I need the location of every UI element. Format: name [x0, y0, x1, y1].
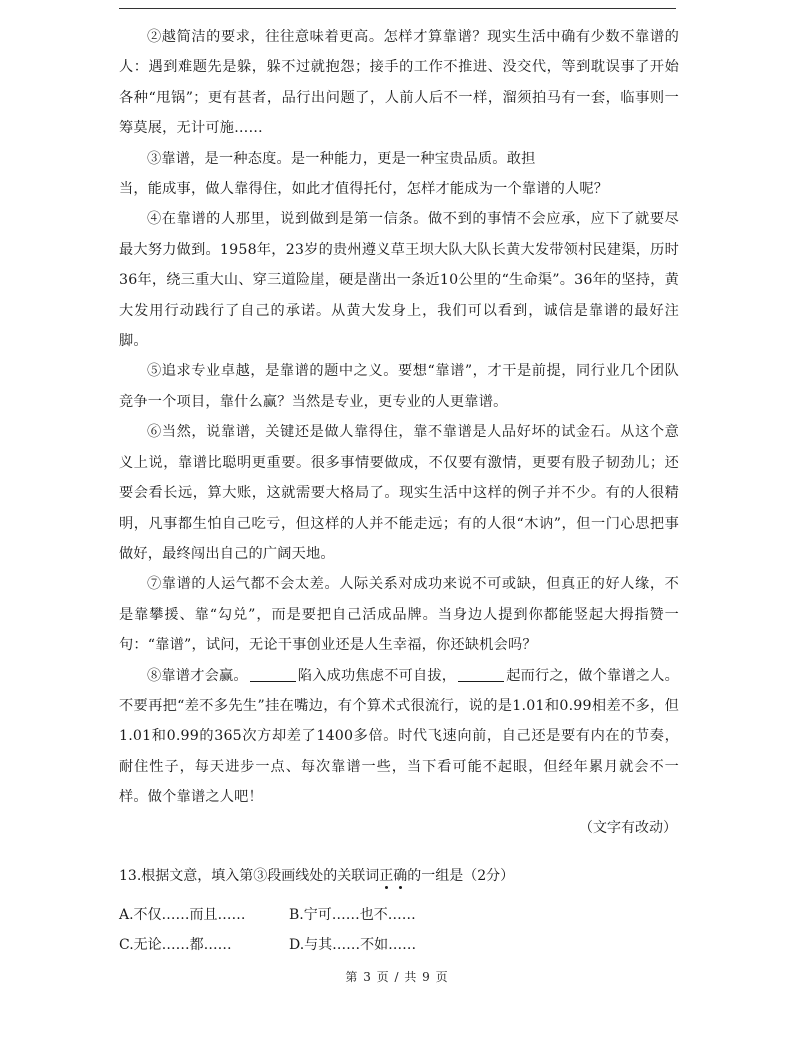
option-d: D.与其……不如……: [289, 937, 417, 953]
option-a: A.不仅……而且……: [119, 907, 246, 923]
paragraph-2: ②越简洁的要求，往往意味着更高。怎样才算靠谱？现实生活中确有少数不靠谱的人：遇到难题先是躲，躲不过就抱怨；接手的工作不推进、没交代，等到耽误事了开始各种“甩锅”；更有甚者，品行出问题了，人前人后不一样，溜须拍马有一套，临事则一筹莫展，无计可施……: [119, 29, 679, 137]
page-footer: 第 3 页 / 共 9 页: [345, 970, 449, 984]
paragraph-3-line2: 当，能成事，做人靠得住，如此才值得托付，怎样才能成为一个靠谱的人呢？: [119, 181, 609, 198]
paragraph-6: ⑥当然，说靠谱，关键还是做人靠得住，靠不靠谱是人品好坏的试金石。从这个意义上说，靠谱比聪明更重要。很多事情要做成，不仅要有激情，更要有股子韧劲儿；还要会看长远，算大账，这就需要大格局了。现实生活中这样的例子并不少。有的人很精明，凡事都生怕自己吃亏，但这样的人并不能走远；有的人很“木讷”，但一门心思把事做好，最终闯出自己的广阔天地。: [119, 424, 679, 562]
fill-blank-2: [458, 667, 504, 682]
question-13: [119, 864, 679, 960]
paragraph-3-line1: ③靠谱，是一种态度。是一种能力，更是一种宝贵品质。敢担: [147, 150, 536, 167]
fill-blank-1: [250, 667, 296, 682]
question-title-part1: 13.根据文意，填入第③段画线处的关联词: [119, 868, 380, 884]
option-b: B.宁可……也不……: [289, 907, 416, 923]
emphasis-char-2: 确: [393, 868, 408, 884]
paragraph-8-part2: 陷入成功焦虑不可自拔，: [297, 667, 457, 684]
paragraph-8-part1: ⑧靠谱才会赢。: [147, 667, 248, 684]
emphasis-char-1: 正: [379, 868, 394, 884]
paragraph-8: [119, 661, 679, 813]
paragraph-4: ④在靠谱的人那里，说到做到是第一信条。做不到的事情不会应承，应下了就要尽最大努力做到。1958年，23岁的贵州遵义草王坝大队大队长黄大发带领村民建渠，历时36年，绕三重大山、穿三道险崖，硬是凿出一条近10公里的“生命渠”。36年的坚持，黄大发用行动践行了自己的承诺。从黄大发身上，我们可以看到，诚信是靠谱的最好注脚。: [119, 211, 679, 350]
options-row-1: [119, 900, 679, 930]
article-body: [119, 22, 679, 843]
question-title-part2: 的一组是（2分）: [407, 868, 515, 884]
top-rule: [119, 8, 676, 9]
question-title: [119, 864, 679, 888]
paragraph-5: ⑤追求专业卓越，是靠谱的题中之义。要想“靠谱”，才干是前提，同行业几个团队竞争一个项目，靠什么赢？当然是专业，更专业的人更靠谱。: [119, 363, 679, 410]
source-note: （文字有改动）: [579, 819, 677, 836]
option-c: C.无论……都……: [119, 937, 232, 953]
paragraph-7: ⑦靠谱的人运气都不会太差。人际关系对成功来说不可或缺，但真正的好人缘，不是靠攀援、靠“勾兑”，而是要把自己活成品牌。当身边人提到你都能竖起大拇指赞一句：“靠谱”，试问，无论干事创业还是人生幸福，你还缺机会吗？: [119, 576, 679, 654]
paragraph-8-part3: 起而行之，做个靠谱之人。不要再把“差不多先生”挂在嘴边，有个算术式很流行，说的是1.01和0.99相差不多，但1.01和0.99的365次方却差了1400多倍。时代飞速向前，自己还是要有内在的节奏，耐住性子，每天进步一点、每次靠谱一些，当下看可能不起眼，但经年累月就会不一样。做个靠谱之人吧！: [119, 667, 679, 806]
options-row-2: [119, 930, 679, 960]
